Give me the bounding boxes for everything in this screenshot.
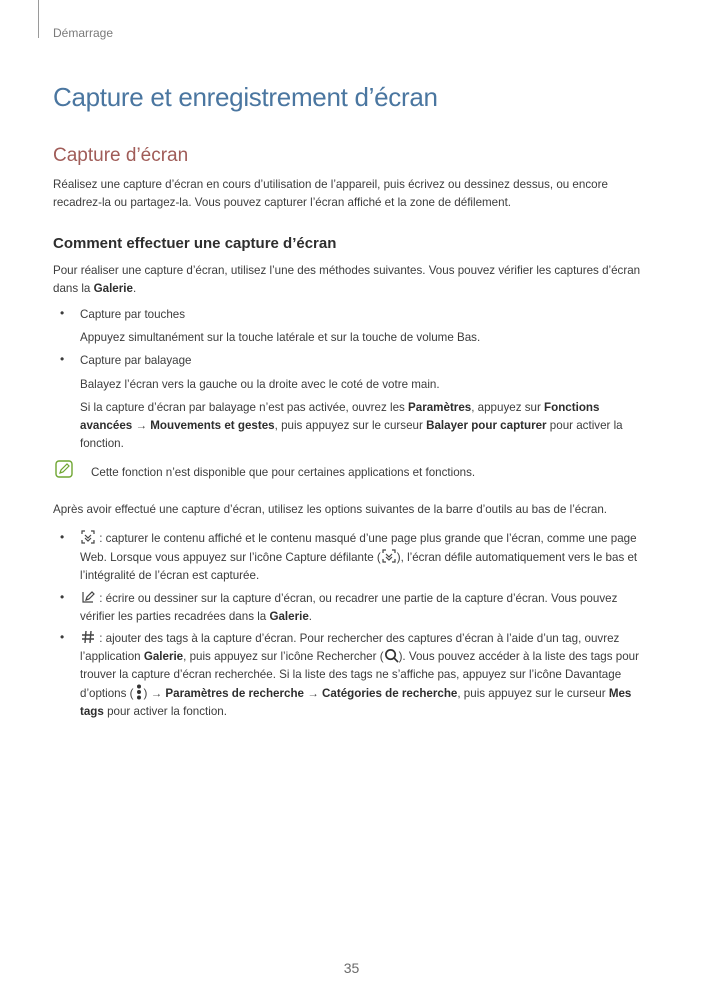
bullet: •: [60, 352, 65, 366]
method1-title: Capture par touches: [80, 308, 186, 321]
section-title: Capture d’écran: [53, 145, 189, 166]
scroll-capture-icon: [80, 529, 96, 545]
page-title: Capture et enregistrement d’écran: [53, 82, 438, 112]
method1-desc: Appuyez simultanément sur la touche latérale et sur la touche de volume Bas.: [80, 331, 481, 344]
howto-heading: Comment effectuer une capture d’écran: [53, 235, 337, 252]
method2-desc: Balayez l’écran vers la gauche ou la droite avec le coté de votre main.: [80, 378, 440, 391]
option-tag: : ajouter des tags à la capture d’écran. Pour rechercher des captures d’écran à l’aide d’un tag, ouvrez l’application Galerie, puis appuyez sur l’icône Rechercher ( ). Vous pouvez accéder à la liste des tags pour trouver la capture d’écran recherchée. Si la liste des tags ne s’affiche pas, appuyez sur l’icône Davantage d’options ( ) → Paramètres de recherche → Catégories de recherche, puis appuyez sur le curseur Mes tags pour activer la fonction.: [80, 629, 650, 721]
scroll-capture-icon: [381, 548, 397, 564]
section-label: Démarrage: [53, 26, 114, 40]
bullet: •: [60, 590, 65, 604]
method2-title: Capture par balayage: [80, 354, 192, 367]
options-intro: Après avoir effectué une capture d’écran, utilisez les options suivantes de la barre d’outils au bas de l’écran.: [53, 503, 608, 516]
howto-intro: Pour réaliser une capture d’écran, utilisez l’une des méthodes suivantes. Vous pouvez vérifier les captures d’écran dans la Galerie.: [53, 264, 641, 295]
bullet: •: [60, 306, 65, 320]
hashtag-icon: [80, 629, 96, 645]
method2-extra: Si la capture d’écran par balayage n’est pas activée, ouvrez les Paramètres, appuyez sur Fonctions avancées → Mouvements et gestes, puis appuyez sur le curseur Balayer pour capturer pour activer la fonction.: [80, 401, 623, 450]
note-text: Cette fonction n’est disponible que pour certaines applications et fonctions.: [91, 466, 476, 479]
header-divider: [38, 0, 39, 38]
intro-paragraph: Réalisez une capture d’écran en cours d’utilisation de l’appareil, puis écrivez ou dessinez dessus, ou encore recadrez-la ou partagez-la. Vous pouvez capturer l’écran affiché et la zone de défilement.: [53, 178, 608, 209]
bullet: •: [60, 530, 65, 544]
note-icon: [55, 460, 73, 478]
option-draw: : écrire ou dessiner sur la capture d’écran, ou recadrer une partie de la capture d’écran. Vous pouvez vérifier les parties recadrées dans la Galerie.: [80, 589, 650, 626]
page-number: 35: [343, 960, 360, 976]
search-icon: [384, 648, 399, 663]
draw-crop-icon: [80, 589, 96, 605]
option-scroll: : capturer le contenu affiché et le contenu masqué d’une page plus grande que l’écran, comme une page Web. Lorsque vous appuyez sur l’icône Capture défilante ( ), l’écran défile automatiquement vers le bas et l’intégralité de l’écran est capturée.: [80, 529, 650, 585]
more-options-icon: [134, 684, 144, 700]
bullet: •: [60, 630, 65, 644]
